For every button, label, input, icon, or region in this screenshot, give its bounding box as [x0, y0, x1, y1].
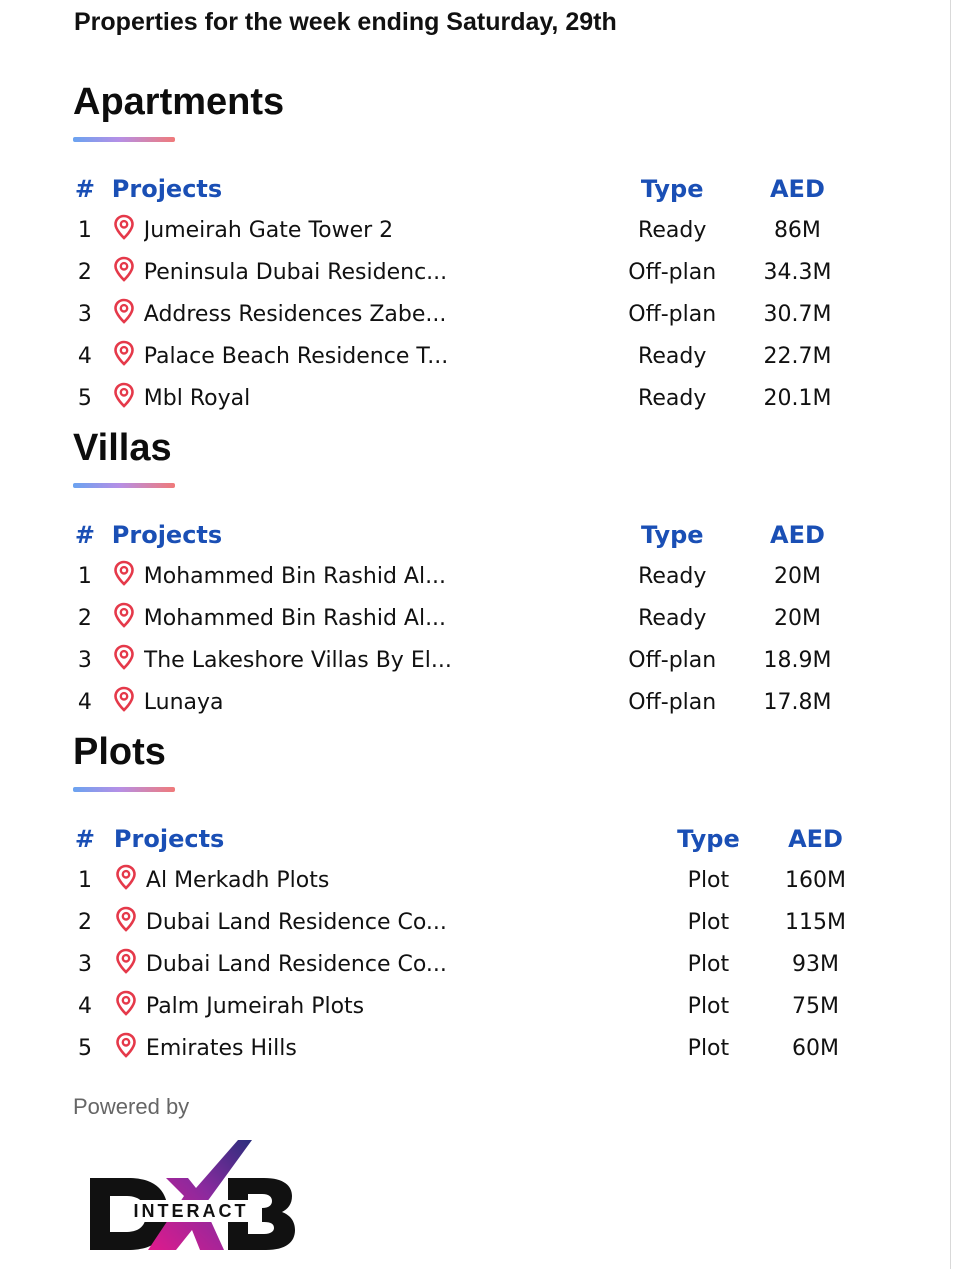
header-aed: AED	[769, 175, 825, 203]
project-name[interactable]: Mohammed Bin Rashid Al...	[143, 605, 447, 631]
section-apartments	[73, 80, 873, 419]
row-type: Ready	[638, 385, 707, 411]
project-name[interactable]: Palace Beach Residence T...	[143, 343, 449, 369]
header-projects	[97, 169, 623, 209]
row-aed: 18.9M	[763, 647, 832, 673]
row-num: 3	[77, 647, 92, 673]
row-num: 2	[77, 605, 92, 631]
logo-subtext: INTERACT	[133, 1201, 249, 1221]
row-project	[97, 1027, 659, 1069]
header-num: #	[74, 521, 95, 549]
header-type: Type	[677, 825, 740, 853]
project-name[interactable]: Jumeirah Gate Tower 2	[143, 217, 394, 243]
project-name[interactable]: Emirates Hills	[145, 1035, 297, 1061]
row-aed: 160M	[785, 867, 847, 893]
map-pin-icon	[113, 298, 135, 324]
map-pin-icon	[113, 602, 135, 628]
table-row[interactable]	[73, 555, 873, 597]
map-pin-icon	[113, 560, 135, 586]
table-row[interactable]	[73, 293, 873, 335]
map-pin-icon	[113, 340, 135, 366]
project-name[interactable]: Al Merkadh Plots	[145, 867, 330, 893]
row-aed: 34.3M	[763, 259, 832, 285]
row-aed: 75M	[792, 993, 840, 1019]
table-header-row	[73, 169, 873, 209]
map-pin-icon	[115, 864, 137, 890]
row-project	[97, 859, 659, 901]
section-underline	[73, 787, 175, 792]
header-projects-label: Projects	[113, 825, 225, 853]
row-num: 1	[77, 563, 92, 589]
row-aed: 115M	[785, 909, 847, 935]
row-type: Ready	[638, 563, 707, 589]
row-aed: 30.7M	[763, 301, 832, 327]
properties-table	[73, 819, 873, 1069]
page-title: Properties for the week ending Saturday, 29th	[74, 8, 617, 36]
project-name[interactable]: Palm Jumeirah Plots	[145, 993, 365, 1019]
row-aed: 20M	[773, 605, 821, 631]
powered-by-label: Powered by	[73, 1094, 190, 1119]
properties-table	[73, 515, 873, 723]
row-type: Ready	[638, 217, 707, 243]
table-row[interactable]	[73, 901, 873, 943]
table-row[interactable]	[73, 335, 873, 377]
section-villas	[73, 426, 873, 723]
table-header-row	[73, 819, 873, 859]
header-projects	[97, 515, 623, 555]
row-project	[97, 209, 623, 251]
map-pin-icon	[115, 1032, 137, 1058]
table-row[interactable]	[73, 943, 873, 985]
row-aed: 17.8M	[763, 689, 832, 715]
table-row[interactable]	[73, 377, 873, 419]
row-num: 1	[77, 867, 92, 893]
project-name[interactable]: The Lakeshore Villas By El...	[143, 647, 452, 673]
section-title: Plots	[73, 731, 166, 773]
row-num: 1	[77, 217, 92, 243]
row-num: 4	[77, 689, 92, 715]
row-num: 2	[77, 259, 92, 285]
row-project	[97, 377, 623, 419]
map-pin-icon	[113, 644, 135, 670]
section-title: Apartments	[73, 81, 285, 123]
section-title: Villas	[73, 427, 172, 469]
row-type: Off-plan	[628, 689, 717, 715]
row-aed: 20.1M	[763, 385, 832, 411]
section-underline	[73, 137, 175, 142]
map-pin-icon	[115, 948, 137, 974]
project-name[interactable]: Mbl Royal	[143, 385, 251, 411]
properties-table	[73, 169, 873, 419]
map-pin-icon	[115, 990, 137, 1016]
page-edge-divider	[950, 0, 951, 1269]
row-project	[97, 943, 659, 985]
map-pin-icon	[113, 382, 135, 408]
row-aed: 93M	[792, 951, 840, 977]
row-project	[97, 555, 623, 597]
header-type: Type	[640, 175, 704, 203]
map-pin-icon	[113, 686, 135, 712]
map-pin-icon	[115, 906, 137, 932]
project-name[interactable]: Dubai Land Residence Co...	[145, 909, 447, 935]
header-projects-label: Projects	[111, 175, 223, 203]
row-num: 3	[77, 301, 92, 327]
row-type: Off-plan	[628, 647, 717, 673]
table-row[interactable]	[73, 1027, 873, 1069]
row-num: 3	[77, 951, 92, 977]
row-project	[97, 597, 623, 639]
table-header-row	[73, 515, 873, 555]
row-project	[97, 251, 623, 293]
table-row[interactable]	[73, 639, 873, 681]
header-type: Type	[640, 521, 704, 549]
row-type: Plot	[687, 867, 730, 893]
header-aed: AED	[770, 521, 825, 549]
row-type: Off-plan	[628, 301, 717, 327]
row-project	[97, 639, 623, 681]
row-type: Off-plan	[628, 259, 717, 285]
row-num: 4	[77, 343, 92, 369]
row-num: 5	[77, 385, 92, 411]
row-num: 5	[77, 1035, 92, 1061]
row-aed: 20M	[773, 563, 821, 589]
row-aed: 22.7M	[763, 343, 832, 369]
row-type: Plot	[687, 993, 730, 1019]
header-projects	[97, 819, 659, 859]
row-aed: 86M	[773, 217, 821, 243]
row-project	[97, 293, 623, 335]
table-row[interactable]	[73, 859, 873, 901]
project-name[interactable]: Peninsula Dubai Residenc...	[143, 259, 448, 285]
map-pin-icon	[113, 256, 135, 282]
table-row[interactable]	[73, 985, 873, 1027]
row-type: Ready	[638, 343, 707, 369]
header-projects-label: Projects	[111, 521, 223, 549]
row-project	[97, 901, 659, 943]
row-num: 4	[77, 993, 92, 1019]
project-name[interactable]: Mohammed Bin Rashid Al...	[143, 563, 447, 589]
dxb-interact-logo[interactable]	[88, 1138, 300, 1254]
row-project	[97, 985, 659, 1027]
row-type: Plot	[687, 951, 730, 977]
table-row[interactable]	[73, 251, 873, 293]
map-pin-icon	[113, 214, 135, 240]
project-name[interactable]: Dubai Land Residence Co...	[145, 951, 447, 977]
table-row[interactable]	[73, 209, 873, 251]
row-type: Ready	[638, 605, 707, 631]
header-aed: AED	[788, 825, 843, 853]
section-plots	[73, 730, 873, 1069]
header-num: #	[74, 175, 95, 203]
header-num: #	[74, 825, 96, 853]
table-row[interactable]	[73, 681, 873, 723]
row-type: Plot	[687, 909, 730, 935]
table-row[interactable]	[73, 597, 873, 639]
row-type: Plot	[687, 1035, 730, 1061]
section-underline	[73, 483, 175, 488]
project-name[interactable]: Lunaya	[143, 689, 224, 715]
row-project	[97, 335, 623, 377]
project-name[interactable]: Address Residences Zabe...	[143, 301, 447, 327]
row-num: 2	[77, 909, 92, 935]
row-aed: 60M	[792, 1035, 840, 1061]
row-project	[97, 681, 623, 723]
